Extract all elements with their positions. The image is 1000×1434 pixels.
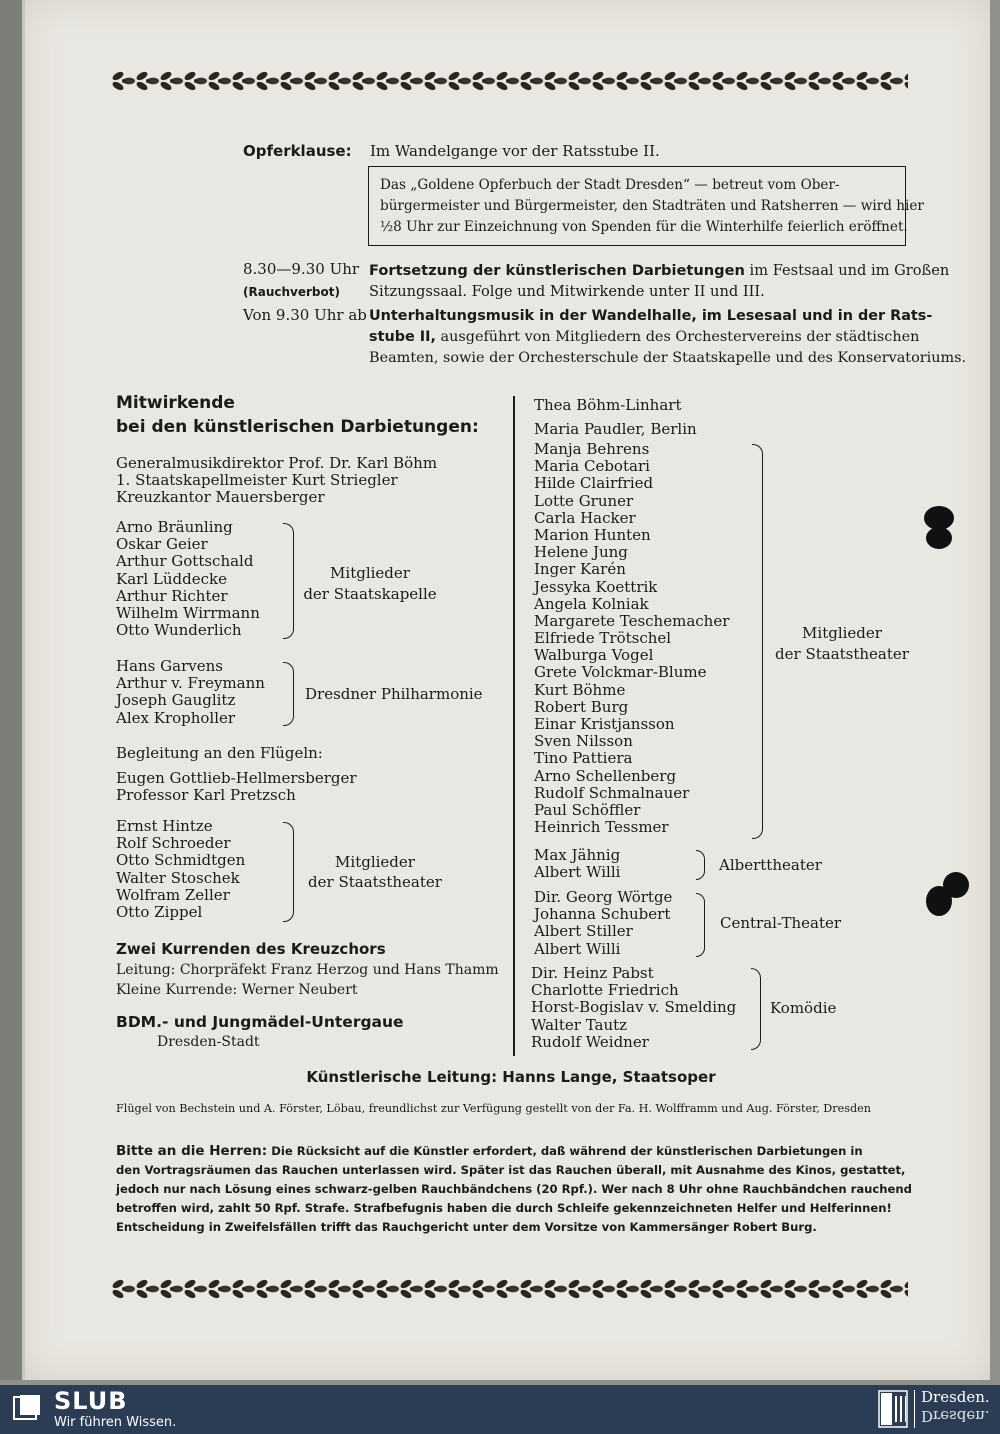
slub-logo-icon [12, 1393, 42, 1423]
bdm-sub: Dresden-Stadt [157, 1034, 260, 1050]
mitwirkende-heading-line-1: Mitwirkende [116, 393, 235, 413]
punch-hole [943, 872, 969, 898]
list-item: Arthur Gottschald [116, 552, 254, 571]
schedule-text-1 [369, 260, 949, 302]
bitte-line-2: den Vortragsräumen das Rauchen unterlassen wird. Später ist das Rauchen überall, mit Ausnahme des Kinos, gestattet, [116, 1163, 906, 1177]
list-item: Paul Schöffler [534, 800, 641, 819]
komoedie-brace [751, 968, 761, 1050]
list-item: Otto Wunderlich [116, 621, 242, 640]
list-item: Otto Schmidtgen [116, 851, 246, 870]
alberttheater-label: Alberttheater [719, 856, 822, 874]
bitte-line-4: betroffen wird, zahlt 50 Rpf. Strafe. Strafbefugnis haben die durch Schleife gekennzeichneten Helfer und Helferinnen! [116, 1201, 892, 1215]
staatskapelle-label-line-2: der Staatskapelle [303, 585, 437, 603]
staatstheater-right-brace [752, 444, 763, 839]
opferklause-text: Im Wandelgange vor der Ratsstube II. [370, 142, 660, 160]
list-item: Angela Kolniak [534, 594, 649, 613]
list-item: Wolfram Zeller [116, 885, 230, 904]
slub-brand: SLUB [54, 1387, 128, 1415]
staatstheater-left-label-line-2: der Staatstheater [308, 873, 442, 891]
list-item: Marion Hunten [534, 525, 651, 544]
opferklause-label: Opferklause: [243, 142, 352, 160]
schedule-time-1: 8.30—9.30 Uhr [243, 260, 360, 278]
opferbuch-line-1: Das „Goldene Opferbuch der Stadt Dresden“ — betreut vom Ober- [380, 177, 840, 193]
schedule-2-line-1-bold: Unterhaltungsmusik in der Wandelhalle, im Lesesaal und in der Rats- [369, 308, 933, 324]
column-divider [513, 396, 515, 1056]
staatstheater-left-brace [283, 822, 294, 922]
mitwirkende-heading [116, 391, 479, 439]
schedule-2-line-3-rest: Beamten, sowie der Orchesterschule der Staatskapelle und des Konservatoriums. [369, 350, 967, 366]
opferbuch-line-3: ½8 Uhr zur Einzeichnung von Spenden für die Winterhilfe feierlich eröffnet. [380, 219, 908, 235]
list-item: Walter Stoschek [116, 868, 240, 887]
bitte-label: Bitte an die Herren: [116, 1143, 268, 1159]
list-item: Johanna Schubert [534, 905, 671, 924]
list-item: Dir. Heinz Pabst [531, 964, 654, 982]
list-item: Rudolf Weidner [531, 1032, 649, 1051]
kurrenden-kleine: Kleine Kurrende: Werner Neubert [116, 982, 358, 998]
kurrenden-leitung: Leitung: Chorpräfekt Franz Herzog und Hans Thamm [116, 962, 499, 978]
list-item: Maria Paudler, Berlin [534, 420, 697, 438]
list-item: Rudolf Schmalnauer [534, 783, 690, 802]
list-item: Walter Tautz [531, 1015, 628, 1034]
bottom-garland-ornament [112, 1278, 908, 1300]
list-item: Grete Volckmar-Blume [534, 663, 707, 682]
begleitung-list [116, 770, 357, 804]
centraltheater-brace [696, 893, 705, 957]
list-item: Kurt Böhme [534, 680, 626, 699]
list-item: Horst-Bogislav v. Smelding [531, 998, 737, 1017]
mitwirkende-heading-line-2: bei den künstlerischen Darbietungen: [116, 417, 479, 437]
list-item: Einar Kristjansson [534, 715, 675, 733]
centraltheater-label: Central-Theater [720, 914, 842, 932]
list-item: Dir. Georg Wörtge [534, 888, 673, 906]
dresden-wordmark: Dresden. [921, 1388, 990, 1406]
philharmonie-list [116, 658, 265, 727]
schedule-note-1: (Rauchverbot) [243, 285, 340, 299]
fluegel-note: Flügel von Bechstein und A. Förster, Löbau, freundlichst zur Verfügung gestellt von der Fa. H. Wolfframm und Aug. Förster, Dresden [116, 1102, 871, 1115]
leaders-list [116, 455, 437, 507]
list-item: Professor Karl Pretzsch [116, 786, 296, 805]
schedule-text-2 [369, 306, 966, 369]
komoedie-label: Komödie [770, 999, 837, 1017]
leader-name: 1. Staatskapellmeister Kurt Striegler [116, 471, 398, 490]
slub-tagline: Wir führen Wissen. [54, 1415, 177, 1430]
schedule-2-line-2-rest: ausgeführt von Mitgliedern des Orchestervereins der städtischen [435, 329, 920, 345]
list-item: Wilhelm Wirrmann [116, 603, 260, 622]
staatskapelle-label [300, 563, 440, 605]
opferbuch-line-2: bürgermeister und Bürgermeister, den Stadträten und Ratsherren — wird hier [380, 198, 924, 214]
list-item: Joseph Gauglitz [116, 691, 236, 710]
philharmonie-label: Dresdner Philharmonie [305, 685, 483, 703]
staatstheater-right-label-line-2: der Staatstheater [775, 645, 909, 663]
alberttheater-list [534, 847, 620, 881]
staatstheater-left-label [300, 852, 450, 892]
dresden-wordmark-mirror: Dresden. [921, 1407, 990, 1425]
staatstheater-right-label [772, 623, 912, 665]
staatskapelle-label-line-1: Mitglieder [330, 564, 410, 582]
komoedie-list [531, 965, 736, 1051]
list-item: Arthur Richter [116, 586, 228, 605]
leader-name: Kreuzkantor Mauersberger [116, 488, 325, 507]
list-item: Karl Lüddecke [116, 569, 227, 588]
centraltheater-list [534, 889, 672, 958]
list-item: Rolf Schroeder [116, 834, 231, 853]
scan-background-edge [0, 0, 22, 1380]
bitte-line-1: Die Rücksicht auf die Künstler erfordert, daß während der künstlerischen Darbietungen in [267, 1144, 863, 1158]
list-item: Robert Burg [534, 697, 629, 716]
list-item: Charlotte Friedrich [531, 981, 679, 1000]
list-item: Carla Hacker [534, 508, 636, 527]
staatstheater-right-label-line-1: Mitglieder [802, 624, 882, 642]
list-item: Maria Cebotari [534, 457, 650, 476]
leader-name: Generalmusikdirektor Prof. Dr. Karl Böhm [116, 454, 438, 472]
bdm-title: BDM.- und Jungmädel-Untergaue [116, 1013, 404, 1031]
dresden-coat-of-arms-icon [878, 1390, 908, 1428]
staatstheater-right-list [534, 441, 729, 836]
list-item: Elfriede Trötschel [534, 629, 672, 648]
kurrenden-title: Zwei Kurrenden des Kreuzchors [116, 940, 386, 958]
list-item: Tino Pattiera [534, 749, 633, 768]
list-item: Hans Garvens [116, 657, 223, 675]
list-item: Arno Schellenberg [534, 766, 677, 785]
schedule-time-2: Von 9.30 Uhr ab [243, 306, 367, 324]
alberttheater-brace [696, 850, 705, 880]
list-item: Margarete Teschemacher [534, 611, 730, 630]
schedule-1-line-2-rest: Sitzungssaal. Folge und Mitwirkende unter II und III. [369, 283, 765, 300]
list-item: Inger Karén [534, 560, 626, 579]
list-item: Max Jähnig [534, 846, 621, 864]
paper-fold [22, 0, 25, 1380]
list-item: Jessyka Koettrik [534, 577, 658, 596]
opferbuch-box-text [380, 175, 924, 238]
solo-list [534, 393, 697, 441]
list-item: Sven Nilsson [534, 732, 633, 751]
bitte-line-5: Entscheidung in Zweifelsfällen trifft das Rauchgericht unter dem Vorsitze von Kammersänger Robert Burg. [116, 1220, 817, 1234]
bitte-an-die-herren [116, 1142, 916, 1237]
kuenstlerische-leitung: Künstlerische Leitung: Hanns Lange, Staatsoper [306, 1068, 716, 1086]
list-item: Alex Kropholler [116, 708, 236, 727]
staatskapelle-brace [283, 523, 294, 639]
list-item: Arthur v. Freymann [116, 674, 265, 693]
slub-footer-bar [0, 1385, 1000, 1434]
list-item: Oskar Geier [116, 535, 208, 554]
list-item: Arno Bräunling [116, 518, 233, 536]
list-item: Albert Willi [534, 863, 621, 882]
top-garland-ornament [112, 70, 908, 92]
list-item: Hilde Clairfried [534, 474, 654, 493]
list-item: Ernst Hintze [116, 817, 213, 835]
list-item: Albert Willi [534, 939, 621, 958]
philharmonie-brace [283, 662, 294, 726]
list-item: Thea Böhm-Linhart [534, 396, 682, 414]
list-item: Helene Jung [534, 543, 628, 562]
staatskapelle-list [116, 519, 260, 639]
schedule-1-line-1-rest: im Festsaal und im Großen [744, 262, 950, 279]
staatstheater-left-label-line-1: Mitglieder [335, 853, 415, 871]
bitte-line-3: jedoch nur nach Lösung eines schwarz-gelben Rauchbändchens (20 Rpf.). Wer nach 8 Uhr ohne Rauchbändchen rauchend [116, 1182, 912, 1196]
list-item: Albert Stiller [534, 922, 633, 941]
begleitung-label: Begleitung an den Flügeln: [116, 744, 323, 762]
footer-divider [914, 1390, 915, 1428]
list-item: Lotte Gruner [534, 491, 634, 510]
list-item: Eugen Gottlieb-Hellmersberger [116, 769, 357, 787]
list-item: Heinrich Tessmer [534, 818, 669, 837]
list-item: Walburga Vogel [534, 646, 654, 665]
schedule-2-line-2-bold: stube II, [369, 329, 436, 345]
opferbuch-box [368, 166, 924, 246]
schedule-1-line-1-bold: Fortsetzung der künstlerischen Darbietungen [369, 262, 745, 279]
list-item: Manja Behrens [534, 440, 650, 458]
staatstheater-left-list [116, 818, 245, 921]
punch-hole [926, 527, 952, 549]
list-item: Otto Zippel [116, 902, 203, 921]
